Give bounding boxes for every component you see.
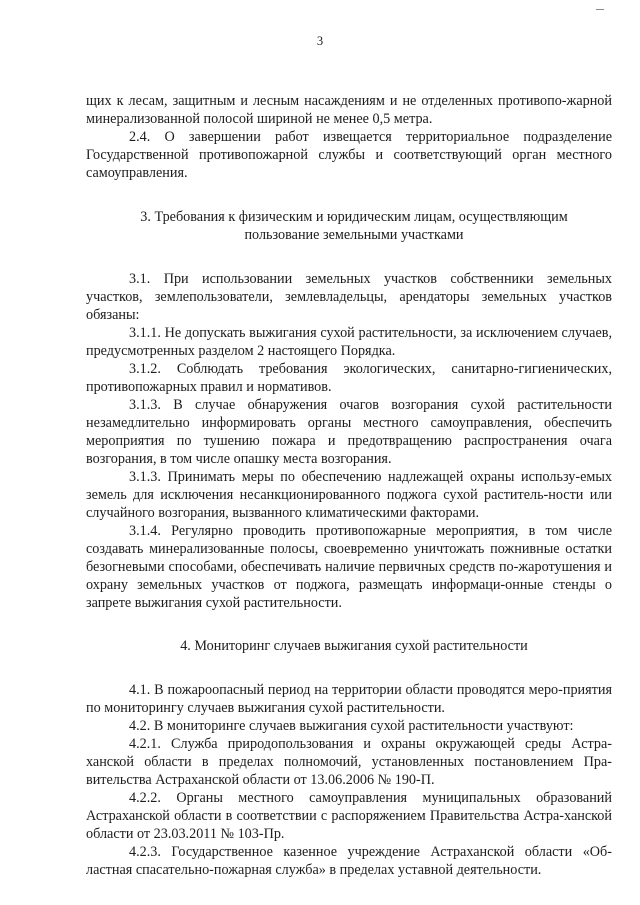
paragraph-3-1-1: 3.1.1. Не допускать выжигания сухой растительности, за исключением случаев, предусмотренных разделом 2 настоящего Порядка. xyxy=(86,325,612,359)
paragraph-4-2-1: 4.2.1. Служба природопользования и охраны окружающей среды Астра-ханской области в пределах полномочий, установленных постановлением Пра-вительства Астраханской области от 13.06.2006 № 190-П. xyxy=(86,736,612,788)
section-4-heading: 4. Мониторинг случаев выжигания сухой растительности xyxy=(180,638,528,654)
section-3-heading: 3. Требования к физическим и юридическим лицам, осуществляющим пользование земельными участками xyxy=(140,209,568,243)
paragraph-3-1: 3.1. При использовании земельных участков собственники земельных участков, землепользователи, землевладельцы, арендаторы земельных участков обязаны: xyxy=(86,271,612,323)
paragraph-3-1-3-b: 3.1.3. Принимать меры по обеспечению надлежащей охраны использу-емых земель для исключения несанкционированного поджога сухой раститель-ности или случайного возгорания, вызванного климатическими факторами. xyxy=(86,469,612,521)
paragraph-4-2-3: 4.2.3. Государственное казенное учреждение Астраханской области «Об-ластная спасательно-пожарная служба» в пределах уставной деятельности. xyxy=(86,844,612,878)
document-body xyxy=(86,92,612,879)
paragraph-2-4: 2.4. О завершении работ извещается территориальное подразделение Государственной противопожарной службы и соответствующий орган местного самоуправления. xyxy=(86,129,612,181)
paragraph-3-1-2: 3.1.2. Соблюдать требования экологических, санитарно-гигиенических, противопожарных правил и нормативов. xyxy=(86,361,612,395)
paragraph-4-2-2: 4.2.2. Органы местного самоуправления муниципальных образований Астраханской области в соответствии с распоряжением Правительства Астра-ханской области от 23.03.2011 № 103-Пр. xyxy=(86,790,612,842)
scan-corner-mark xyxy=(596,9,604,10)
page-number: 3 xyxy=(316,34,324,48)
paragraph-3-1-3-a: 3.1.3. В случае обнаружения очагов возгорания сухой растительности незамедлительно информировать органы местного самоуправления, обеспечить мероприятия по тушению пожара и предотвращению распространения очага возгорания, в том числе опашку места возгорания. xyxy=(86,397,612,467)
paragraph-4-1: 4.1. В пожароопасный период на территории области проводятся меро-приятия по мониторингу случаев выжигания сухой растительности. xyxy=(86,682,612,716)
paragraph-4-2: 4.2. В мониторинге случаев выжигания сухой растительности участвуют: xyxy=(129,718,574,734)
paragraph-3-1-4: 3.1.4. Регулярно проводить противопожарные мероприятия, в том числе создавать минерализованные полосы, своевременно уничтожать пожнивные остатки безогневыми способами, обеспечивать наличие первичных средств по-жаротушения и охрану земельных участков от поджога, размещать информаци-онные стенды о запрете выжигания сухой растительности. xyxy=(86,523,612,611)
paragraph-intro-continuation: щих к лесам, защитным и лесным насаждениям и не отделенных противопо-жарной минерализованной полосой шириной не менее 0,5 метра. xyxy=(86,93,612,127)
